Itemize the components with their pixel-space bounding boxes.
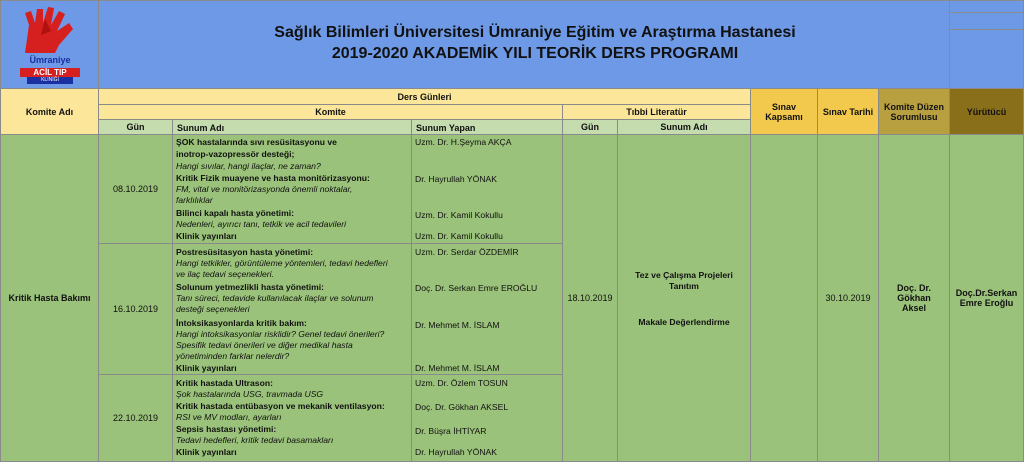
presenter: Dr. Mehmet M. İSLAM [415, 320, 500, 330]
header-komite-adi: Komite Adı [0, 88, 99, 135]
session-desc: Tanı süreci, tedavide kullanılacak ilaçlar ve solunum [176, 293, 374, 303]
session-title: Postresüsitasyon hasta yönetimi: [176, 247, 314, 257]
hands-icon [15, 5, 85, 55]
lit-topic-cell [617, 134, 751, 462]
header-sunum-yapan: Sunum Yapan [411, 119, 563, 135]
lit-date: 18.10.2019 [562, 134, 618, 462]
session-title: Bilinci kapalı hasta yönetimi: [176, 208, 294, 218]
lit-topic-2: Makale Değerlendirme [638, 317, 730, 327]
session-title: Klinik yayınları [176, 231, 237, 241]
header-komite-duzen: Komite Düzen Sorumlusu [878, 88, 950, 135]
session-desc: yönetiminden farklar nelerdir? [176, 351, 290, 361]
logo-cell [0, 0, 99, 89]
header-sinav-tarihi: Sınav Tarihi [817, 88, 879, 135]
presenter: Doç. Dr. Gökhan AKSEL [415, 402, 509, 412]
session-title: Sepsis hastası yönetimi: [176, 424, 277, 434]
header-ders-gunleri: Ders Günleri [98, 88, 751, 105]
session-title: İntoksikasyonlarda kritik bakım: [176, 318, 307, 328]
session-desc: Hangi intoksikasyonlar risklidir? Genel tedavi önerileri? [176, 329, 385, 339]
session-title: Solunum yetmezlikli hasta yönetimi: [176, 282, 325, 292]
session-desc: desteği seçenekleri [176, 304, 250, 314]
presenter: Uzm. Dr. Özlem TOSUN [415, 378, 508, 388]
session-title: inotrop-vazopressör desteği; [176, 149, 295, 159]
presenter: Dr. Hayrullah YÖNAK [415, 174, 497, 184]
title-line-2: 2019-2020 AKADEMİK YILI TEORİK DERS PROGRAMI [331, 45, 739, 62]
header-komite: Komite [98, 104, 563, 120]
session-title: Klinik yayınları [176, 363, 237, 373]
title-line-1: Sağlık Bilimleri Üniversitesi Ümraniye Eğitim ve Araştırma Hastanesi [274, 24, 796, 41]
day-2-date: 16.10.2019 [98, 243, 173, 375]
session-desc: ve ilaç tedavi seçenekleri. [176, 269, 274, 279]
logo-name: Ümraniye [29, 55, 71, 65]
day-1-date: 08.10.2019 [98, 134, 173, 244]
session-desc: Hangi tetkikler, görüntüleme yöntemleri, tedavi hedefleri [176, 258, 388, 268]
corner-cell-3 [949, 29, 1024, 89]
header-sunum-adi: Sunum Adı [172, 119, 412, 135]
presenter: Uzm. Dr. Serdar ÖZDEMİR [415, 247, 519, 257]
session-desc: farklılıklar [176, 195, 213, 205]
presenter: Dr. Büşra İHTİYAR [415, 426, 487, 436]
header-gun: Gün [98, 119, 173, 135]
exam-scope [750, 134, 818, 462]
header-tibbi-literatur: Tıbbi Literatür [562, 104, 751, 120]
session-desc: Şok hastalarında USG, travmada USG [176, 389, 324, 399]
day-separator [172, 243, 563, 244]
corner-cell-2 [949, 12, 1024, 30]
logo-acil: ACİL TIP [20, 68, 80, 77]
presenter: Uzm. Dr. Kamil Kokullu [415, 210, 503, 220]
day-3-date: 22.10.2019 [98, 374, 173, 462]
page-title [175, 22, 895, 64]
session-desc: FM, vital ve monitörizasyonda önemli noktalar, [176, 184, 353, 194]
header-sinav-kapsami: Sınav Kapsamı [750, 88, 818, 135]
session-desc: Tedavi hedefleri, kritik tedavi basamakları [176, 435, 334, 445]
executor: Doç.Dr.Serkan Emre Eroğlu [949, 134, 1024, 462]
presenter: Dr. Hayrullah YÖNAK [415, 447, 497, 457]
header-lit-sunum-adi: Sunum Adı [617, 119, 751, 135]
header-lit-gun: Gün [562, 119, 618, 135]
session-desc: Hangi sıvılar, hangi ilaçlar, ne zaman? [176, 161, 321, 171]
session-title: Kritik hastada entübasyon ve mekanik ventilasyon: [176, 401, 385, 411]
logo-klinik: KLİNİĞİ [27, 77, 73, 84]
session-title: ŞOK hastalarında sıvı resüsitasyonu ve [176, 137, 337, 147]
organizer: Doç. Dr. Gökhan Aksel [878, 134, 950, 462]
exam-date: 30.10.2019 [817, 134, 879, 462]
day-separator [172, 374, 563, 375]
session-title: Klinik yayınları [176, 447, 237, 457]
session-title: Kritik hastada Ultrason: [176, 378, 273, 388]
session-title: Kritik Fizik muayene ve hasta monitörizasyonu: [176, 173, 370, 183]
session-desc: Nedenleri, ayırıcı tanı, tetkik ve acil tedavileri [176, 219, 347, 229]
session-desc: Spesifik tedavi önerileri ve diğer medikal hasta [176, 340, 353, 350]
presenter: Doç. Dr. Serkan Emre EROĞLU [415, 283, 538, 293]
session-desc: RSI ve MV modları, ayarları [176, 412, 282, 422]
presenter: Dr. Mehmet M. İSLAM [415, 363, 500, 373]
presenter: Uzm. Dr. Kamil Kokullu [415, 231, 503, 241]
header-yurutucu: Yürütücü [949, 88, 1024, 135]
presenter: Uzm. Dr. H.Şeyma AKÇA [415, 137, 512, 147]
lit-topic-1: Tez ve Çalışma Projeleri Tanıtım [635, 270, 733, 291]
committee-name: Kritik Hasta Bakımı [0, 134, 99, 462]
hospital-logo [15, 5, 85, 85]
